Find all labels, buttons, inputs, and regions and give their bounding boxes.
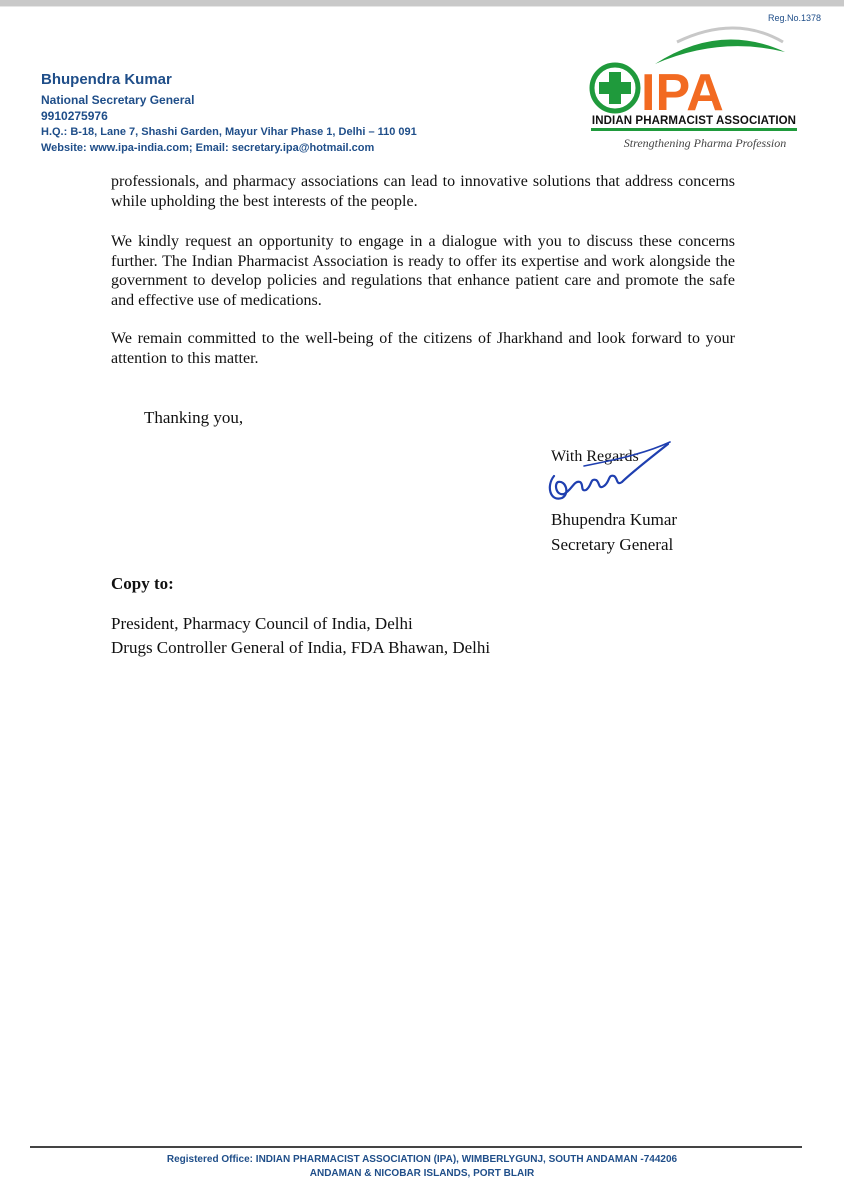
footer-line-2: ANDAMAN & NICOBAR ISLANDS, PORT BLAIR — [309, 1168, 535, 1179]
thanking-you: Thanking you, — [144, 408, 244, 427]
signer-title: Secretary General — [551, 535, 674, 554]
paragraph-1-text: professionals, and pharmacy associations can lead to innovative solutions that address concerns while upholding the best interests of the people. — [111, 173, 735, 210]
copy-to-heading: Copy to: — [111, 574, 174, 593]
letterhead-web-email: Website: www.ipa-india.com; Email: secretary.ipa@hotmail.com — [41, 142, 375, 154]
copy-to-list — [111, 612, 490, 660]
logo-cross-horizontal — [599, 82, 631, 94]
footer-line-1: Registered Office: INDIAN PHARMACIST ASSOCIATION (IPA), WIMBERLYGUNJ, SOUTH ANDAMAN -744206 — [166, 1154, 678, 1165]
copy-recipient: President, Pharmacy Council of India, Delhi — [111, 614, 413, 633]
logo-tagline: Strengthening Pharma Profession — [623, 136, 787, 150]
logo-underline-green — [591, 128, 797, 131]
body-paragraph-2 — [111, 232, 735, 310]
logo-letters: IPA — [641, 64, 724, 122]
top-border-shadow — [0, 6, 844, 7]
letterhead-address: H.Q.: B-18, Lane 7, Shashi Garden, Mayur Vihar Phase 1, Delhi – 110 091 — [41, 126, 417, 138]
signer-name: Bhupendra Kumar — [551, 510, 678, 529]
footer-divider — [30, 1146, 802, 1148]
registration-number: Reg.No.1378 — [768, 13, 822, 23]
letterhead-designation: National Secretary General — [41, 93, 195, 107]
letterhead-phone: 9910275976 — [41, 109, 108, 123]
body-paragraph-3 — [111, 329, 735, 368]
handwritten-signature — [544, 436, 674, 508]
copy-recipient: Drugs Controller General of India, FDA Bhawan, Delhi — [111, 638, 491, 657]
footer-registered-office — [0, 1153, 844, 1181]
paragraph-3-text: We remain committed to the well-being of the citizens of Jharkhand and look forward to your attention to this matter. — [111, 330, 735, 367]
logo-association-name: INDIAN PHARMACIST ASSOCIATION — [591, 115, 797, 127]
letterhead-name: Bhupendra Kumar — [41, 71, 172, 88]
with-regards: With Regards — [551, 448, 639, 465]
logo-swoosh-green — [655, 40, 785, 65]
paragraph-2-text: We kindly request an opportunity to engage in a dialogue with you to discuss these concerns further. The Indian Pharmacist Association is ready to offer its expertise and work alongside the government to develop policies and regulations that enhance patient care and promote the safe and effective use of medications. — [111, 233, 735, 309]
letterhead — [41, 70, 417, 156]
body-paragraph-1 — [111, 172, 735, 211]
